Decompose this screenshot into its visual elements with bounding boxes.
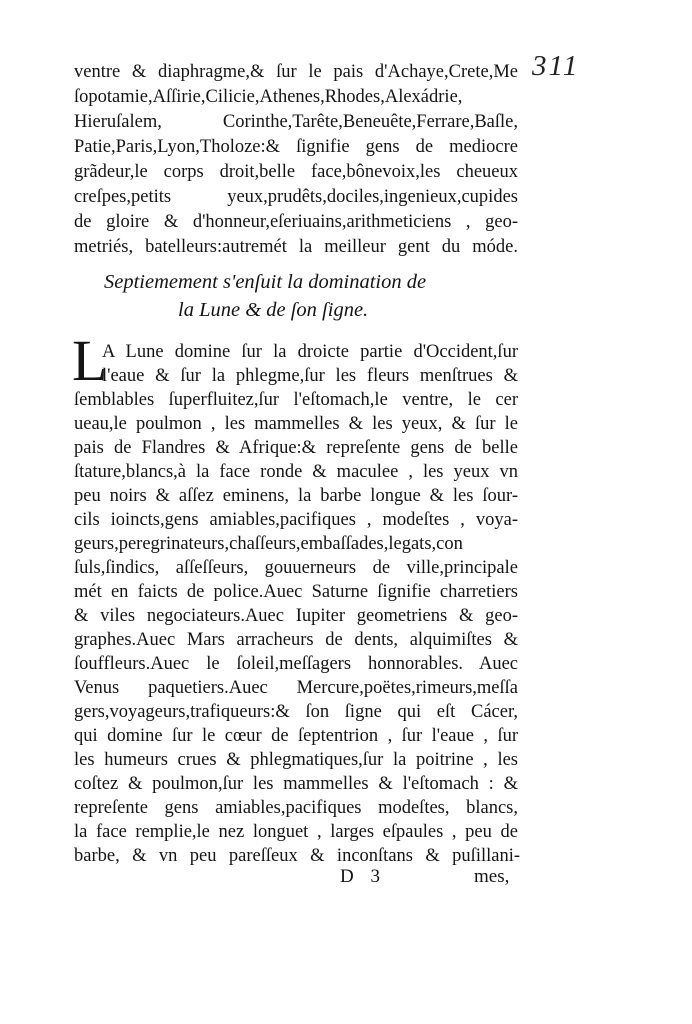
text-line: repreſente gens amiables,pacifiques modeſtes, blancs, xyxy=(74,798,518,818)
text-line: ueau,le poulmon , les mammelles & les yeux, & ſur le xyxy=(74,414,518,434)
text-line: l'eaue & ſur la phlegme,ſur les fleurs menſtrues & xyxy=(102,366,518,386)
drop-cap: L xyxy=(72,328,108,393)
text-line: Hieruſalem, Corinthe,Tarête,Beneuête,Ferrare,Baſle, xyxy=(74,112,518,132)
text-line: peu noirs & aſſez eminens, la barbe longue & les ſour- xyxy=(74,486,518,506)
page-number: 311 xyxy=(532,50,580,82)
text-line: mét en faicts de police.Auec Saturne ſignifie charretiers xyxy=(74,582,518,602)
text-line: creſpes,petits yeux,prudêts,dociles,ingenieux,cupides xyxy=(74,187,518,207)
text-line: coſtez & poulmon,ſur les mammelles & l'eſtomach : & xyxy=(74,774,518,794)
heading-line: Septiemement s'enſuit la domination de xyxy=(104,271,427,293)
text-line: ventre & diaphragme,& ſur le pais d'Achaye,Crete,Me xyxy=(74,62,518,82)
text-line: Venus paquetiers.Auec Mercure,poëtes,rimeurs,meſſa xyxy=(74,678,518,698)
text-line: ſtature,blancs,à la face ronde & maculee , les yeux vn xyxy=(74,462,518,482)
signature-mark: D 3 xyxy=(340,866,386,887)
text-line: les humeurs crues & phlegmatiques,ſur la poitrine , les xyxy=(74,750,518,770)
text-line: graphes.Auec Mars arracheurs de dents, alquimiſtes & xyxy=(74,630,518,650)
text-line: geurs,peregrinateurs,chaſſeurs,embaſſades,legats,con xyxy=(74,534,463,554)
text-line: qui domine ſur le cœur de ſeptentrion , ſur l'eaue , ſur xyxy=(74,726,518,746)
text-line: ſuls,ſindics, aſſeſſeurs, gouuerneurs de ville,principale xyxy=(74,558,518,578)
text-line: gers,voyageurs,trafiqueurs:& ſon ſigne qui eſt Cácer, xyxy=(74,702,518,722)
text-line: pais de Flandres & Afrique:& repreſente gens de belle xyxy=(74,438,518,458)
text-line: A Lune domine ſur la droicte partie d'Occident,ſur xyxy=(102,342,518,362)
catchword: mes, xyxy=(474,866,510,887)
text-line: barbe, & vn peu pareſſeux & inconſtans & puſillani- xyxy=(74,846,520,866)
text-line: ſopotamie,Aſſirie,Cilicie,Athenes,Rhodes,Alexádrie, xyxy=(74,87,463,107)
text-line: grãdeur,le corps droit,belle face,bônevoix,les cheueux xyxy=(74,162,518,182)
text-line: la face remplie,le nez longuet , larges eſpaules , peu de xyxy=(74,822,518,842)
text-line: ſemblables ſuperfluitez,ſur l'eſtomach,le ventre, le cer xyxy=(74,390,518,410)
text-line: de gloire & d'honneur,eſeriuains,arithmeticiens , geo- xyxy=(74,212,518,232)
text-line: & viles negociateurs.Auec Iupiter geometriens & geo- xyxy=(74,606,518,626)
text-line: Patie,Paris,Lyon,Tholoze:& ſignifie gens de mediocre xyxy=(74,137,518,157)
heading-line: la Lune & de ſon ſigne. xyxy=(178,299,369,321)
text-line: cils ioincts,gens amiables,pacifiques , modeſtes , voya- xyxy=(74,510,518,530)
text-line: ſouffleurs.Auec le ſoleil,meſſagers honnorables. Auec xyxy=(74,654,518,674)
text-line: metriés, batelleurs:autremét la meilleur gent du móde. xyxy=(74,237,518,257)
